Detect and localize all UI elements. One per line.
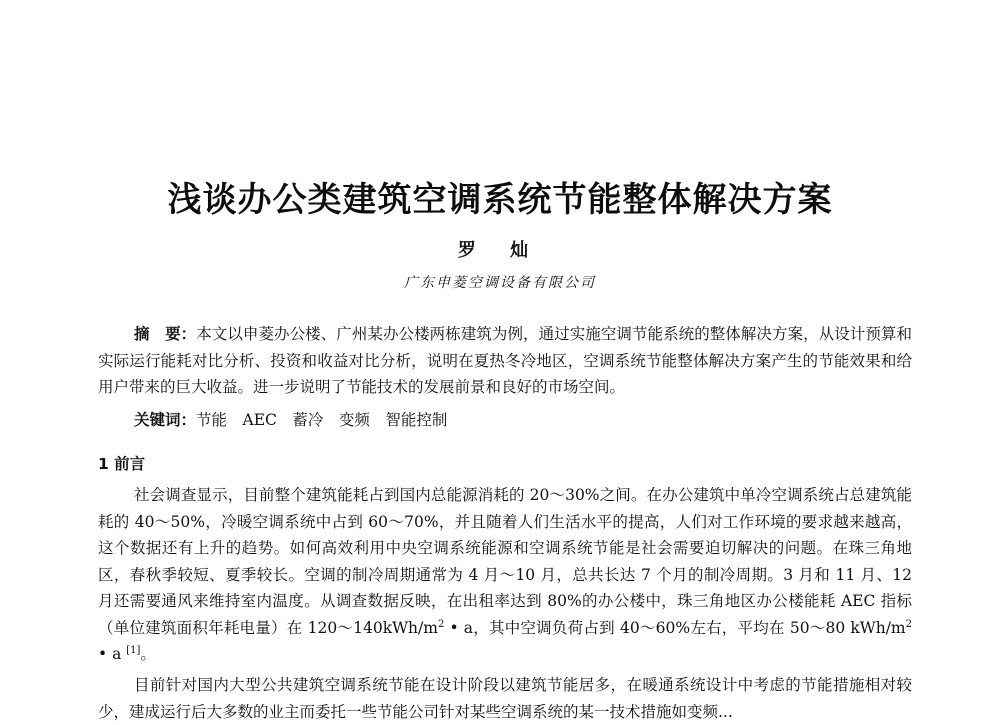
paper-title: 浅谈办公类建筑空调系统节能整体解决方案 (167, 180, 833, 220)
paper-author: 罗 灿 (457, 240, 543, 261)
intro-text-end: 。 (140, 645, 156, 663)
intro-paragraph-1 (98, 482, 912, 668)
keywords-text: 节能 AEC 蓄冷 变频 智能控制 (196, 411, 448, 429)
abstract-label: 摘 要： (134, 325, 197, 343)
superscript-2a: 2 (437, 618, 445, 630)
intro-text-c: • a (98, 645, 127, 663)
paper-affiliation: 广东申菱空调设备有限公司 (404, 275, 596, 291)
abstract-text: 本文以申菱办公楼、广州某办公楼两栋建筑为例，通过实施空调节能系统的整体解决方案，从设计预算和实际运行能耗对比分析、投资和收益对比分析，说明在夏热冬冷地区，空调系统节能整体解决方案产生的节能效果和给用户带来的巨大收益。进一步说明了节能技术的发展前景和良好的市场空间。 (98, 325, 912, 396)
keywords-label: 关键词： (134, 411, 197, 429)
intro-text-a: 社会调查显示，目前整个建筑能耗占到国内总能源消耗的 20～30%之间。在办公建筑中单冷空调系统占总建筑能耗的 40～50%，冷暖空调系统中占到 60～70%，并且随着人们生活水平的提高，人们对工作环境的要求越来越高，这个数据还有上升的趋势。如何高效利用中央空调系统能源和空调系统节能是社会需要迫切解决的问题。在珠三角地区，春秋季较短、夏季较长。空调的制冷周期通常为 4 月～10 月，总共长达 7 个月的制冷周期。3 月和 11 月、12 月还需要通风来维持室内温度。从调查数据反映，在出租率达到 80%的办公楼中，珠三角地区办公楼能耗 AEC 指标（单位建筑面积年耗电量）在 120～140kWh/m (98, 486, 912, 637)
section-heading-intro: 1 前言 (98, 455, 146, 473)
abstract-paragraph (98, 321, 912, 401)
citation-ref: [1] (126, 644, 141, 656)
abstract (98, 321, 912, 401)
superscript-2b: 2 (905, 618, 912, 630)
intro-body (98, 482, 912, 668)
intro-text-b: • a，其中空调负荷占到 40～60%左右，平均在 50～80 kWh/m (444, 618, 906, 637)
intro-paragraph-2: 目前针对国内大型公共建筑空调系统节能在设计阶段以建筑节能居多，在暖通系统设计中考虑的节能措施相对较少，建成运行后大多数的业主而委托一些节能公司针对某些空调系统的某一技术措施如变频... (98, 676, 912, 721)
keywords (134, 407, 447, 433)
intro-paragraph-2-wrapper (98, 672, 912, 725)
